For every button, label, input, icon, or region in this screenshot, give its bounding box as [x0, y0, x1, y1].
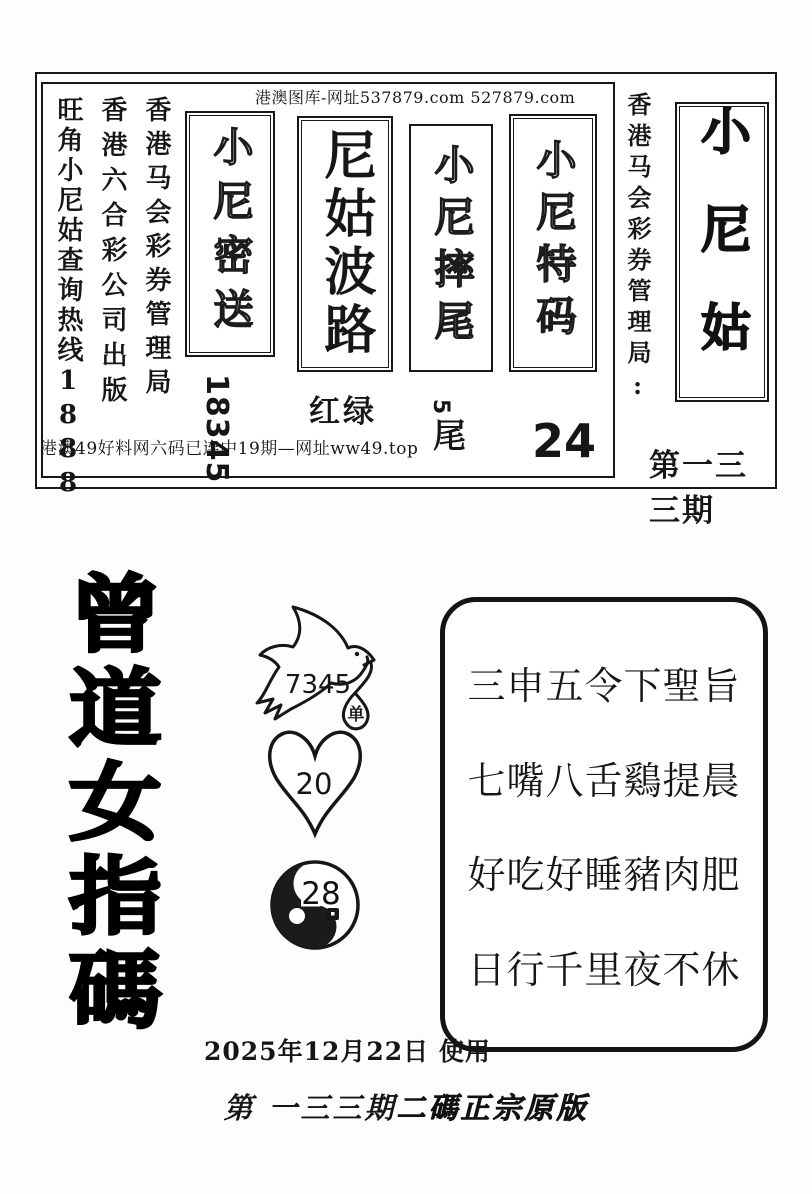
column-hotline: 旺角小尼姑查询热线1888 — [53, 96, 83, 502]
footer-line — [223, 1086, 588, 1127]
taiji-symbol — [266, 856, 364, 956]
main-title-vertical: 曾道女指碼 — [54, 570, 163, 1040]
watermark-bottom: 港澳49好料网六码已连中19期—网址ww49.top — [40, 439, 419, 459]
dove-pendant-label: 单 — [347, 705, 365, 725]
use-date: 2025年12月22日 使用 — [204, 1037, 491, 1066]
panel-bolu — [297, 116, 393, 372]
panel-bolu-value: 红绿 — [309, 394, 377, 430]
right-authority-column: 香港马会彩券管理局: — [623, 92, 652, 407]
panel-tail — [409, 124, 493, 372]
watermark-top: 港澳图库-网址537879.com 527879.com — [255, 88, 576, 107]
issue-number-top: 第一三三期 — [649, 448, 748, 529]
column-publisher: 香港六合彩公司出版 — [97, 96, 127, 411]
panel-special-number — [509, 114, 597, 372]
verse-line-4: 日行千里夜不休 — [467, 947, 741, 992]
panel-secret-send-value: 18345 — [199, 374, 234, 484]
dove-number: 7345 — [284, 670, 352, 700]
brand-box — [675, 102, 769, 402]
footer-edition: 二碼正宗原版 — [396, 1091, 589, 1125]
footer-issue: 第 一三三期 — [223, 1091, 397, 1125]
masthead-inner-box — [40, 82, 615, 502]
panel-special-number-value: 24 — [532, 414, 597, 468]
panel-bolu-title: 尼姑波路 — [315, 128, 376, 360]
panel-special-number-title: 小尼特码 — [530, 139, 577, 347]
verse-line-1: 三申五令下聖旨 — [467, 664, 741, 709]
column-authority: 香港马会彩券管理局 — [141, 96, 171, 402]
heart-symbol — [258, 722, 368, 844]
verse-line-3: 好吃好睡豬肉肥 — [467, 853, 741, 898]
brand-title: 小尼姑 — [693, 105, 752, 399]
masthead-outer-box — [35, 72, 777, 529]
dove-outline — [257, 607, 374, 719]
panel-secret-send — [185, 111, 275, 357]
verse-line-2: 七嘴八舌鷄提晨 — [467, 758, 741, 803]
panel-tail-title: 小尼摔尾 — [428, 144, 475, 352]
taiji-number: 28 — [301, 876, 341, 912]
heart-number: 20 — [295, 767, 333, 801]
panel-tail-value-char: 尾 — [433, 416, 466, 455]
dove-eye — [355, 652, 359, 656]
panel-tail-value-number: 5 — [428, 398, 454, 415]
verse-box — [440, 597, 768, 1052]
panel-secret-send-title: 小尼密送 — [207, 126, 254, 342]
